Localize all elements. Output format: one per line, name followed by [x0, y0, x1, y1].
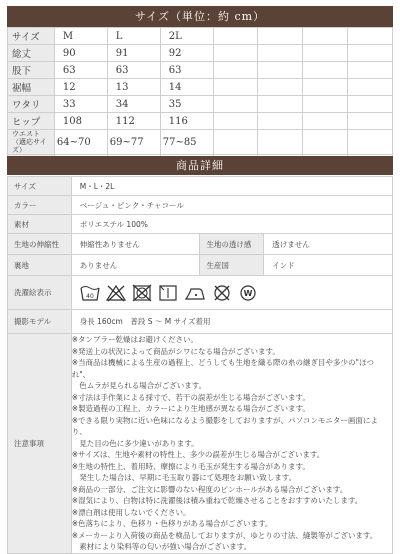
- detail-value: ベージュ・ピンク・チャコール: [71, 196, 392, 215]
- detail-section-header: 商品詳細: [7, 156, 393, 175]
- detail-value: インド: [264, 255, 393, 276]
- no-tumble-dry-icon: [132, 284, 152, 302]
- detail-value: ありません: [71, 255, 200, 276]
- row-label: 股下: [8, 62, 55, 79]
- detail-label: カラー: [8, 196, 72, 215]
- cell-value: 14: [160, 79, 213, 96]
- cell-value: 63: [54, 62, 107, 79]
- cell-value: 63: [160, 62, 213, 79]
- detail-value: M・L・2L: [71, 177, 392, 196]
- detail-value: 身長 160cm 普段 S ～ M サイズ着用: [71, 310, 392, 334]
- wash-40-icon: [80, 284, 100, 302]
- wet-clean-icon: [238, 284, 258, 302]
- size-header-row: [8, 28, 393, 45]
- row-label: ヒップ: [8, 113, 55, 130]
- cell-value: 33: [54, 96, 107, 113]
- detail-value: ポリエステル 100%: [71, 215, 392, 234]
- table-row: [8, 334, 393, 554]
- detail-value: 伸縮性ありません: [71, 234, 200, 255]
- size-col-2l: 2L: [160, 28, 213, 45]
- detail-label: 裏地: [8, 255, 72, 276]
- detail-label: 撮影モデル: [8, 310, 72, 334]
- table-row: [8, 96, 393, 113]
- cell-value: 63: [107, 62, 160, 79]
- cell-value: 35: [160, 96, 213, 113]
- table-row: [8, 310, 393, 334]
- detail-label: 素材: [8, 215, 72, 234]
- cell-value: 91: [107, 45, 160, 62]
- notes-text: ※タンブラー乾燥はお避けください。 ※発送上の状況によって商品がシワになる場合がございます。 ※当商品は機械による生産の過程上、どうしても生地を織る際の糸の継ぎ目や多少の"ほつれ"、 色ムラが見られる場合がございます。 ※寸法は手作業による採寸で、若干の誤差が生じる場合がございます。 ※製造過程の工程上、カラーにより生地感が異なる場合がございます。 ※できる限り実物に近い色味になるよう撮影をしておりますが、パソコンモニター画面により、 見た目の色に多少違いがあります。 ※サイズは、生地や素材の特性上、多少の誤差が生じる場合がございます。 ※生地の特性上、着用時、摩擦により毛玉が発生する場合があります。 発生した場合は、早期に毛玉取り器にて処理をお願い致します。 ※商品の一部分、ご注文に影響のない程度のピンホールがある場合がございます。 ※湿気により、白物は特に洗濯後は積み重ねで乾燥させることをおすすめいたします。 ※漂白剤は使用しないでください。 ※色落ちにより、色移り・色移りがある場合がございます。 ※メーカーより入荷後の商品を検品しておりますが、ゆとりの寸法、縫製等がございます。 素材により染料等の匂いが強い場合がございます。: [71, 334, 392, 554]
- table-row: [8, 113, 393, 130]
- svg-text:40: 40: [85, 292, 94, 300]
- size-section-header: サイズ（単位：約 cm）: [7, 6, 393, 27]
- care-symbols: [71, 276, 392, 310]
- size-col-label: サイズ: [8, 28, 55, 45]
- detail-table: [7, 176, 393, 554]
- table-row: [8, 45, 393, 62]
- cell-value: 90: [54, 45, 107, 62]
- row-label: 総丈: [8, 45, 55, 62]
- drip-dry-icon: [158, 284, 178, 302]
- cell-value: 108: [54, 113, 107, 130]
- detail-value: 透けません: [264, 234, 393, 255]
- table-row: [8, 215, 393, 234]
- table-row: [8, 79, 393, 96]
- size-col-m: M: [54, 28, 107, 45]
- iron-low-icon: [184, 284, 206, 302]
- cell-value: 112: [107, 113, 160, 130]
- cell-value: 13: [107, 79, 160, 96]
- detail-label: 注意事項: [8, 334, 72, 554]
- table-row: [8, 234, 393, 255]
- cell-value: 34: [107, 96, 160, 113]
- cell-value: 64~70: [54, 130, 107, 155]
- detail-label: サイズ: [8, 177, 72, 196]
- detail-label: 生産国: [200, 255, 264, 276]
- table-row: [8, 196, 393, 215]
- table-row: [8, 130, 393, 155]
- size-table: [7, 27, 393, 172]
- detail-label: 洗濯絵表示: [8, 276, 72, 310]
- table-row: [8, 255, 393, 276]
- row-label: ワタリ: [8, 96, 55, 113]
- cell-value: 116: [160, 113, 213, 130]
- detail-label: 生地の透け感: [200, 234, 264, 255]
- table-row: [8, 177, 393, 196]
- svg-text:W: W: [243, 288, 253, 298]
- cell-value: 77~85: [160, 130, 213, 155]
- cell-value: 92: [160, 45, 213, 62]
- detail-label: 生地の伸縮性: [8, 234, 72, 255]
- size-col-l: L: [107, 28, 160, 45]
- table-row: [8, 62, 393, 79]
- cell-value: 69~77: [107, 130, 160, 155]
- table-row: [8, 276, 393, 310]
- row-label: ウエスト （適応サイズ）: [8, 130, 55, 155]
- cell-value: 12: [54, 79, 107, 96]
- no-dry-clean-icon: [212, 284, 232, 302]
- no-bleach-icon: [106, 284, 126, 302]
- row-label: 裾幅: [8, 79, 55, 96]
